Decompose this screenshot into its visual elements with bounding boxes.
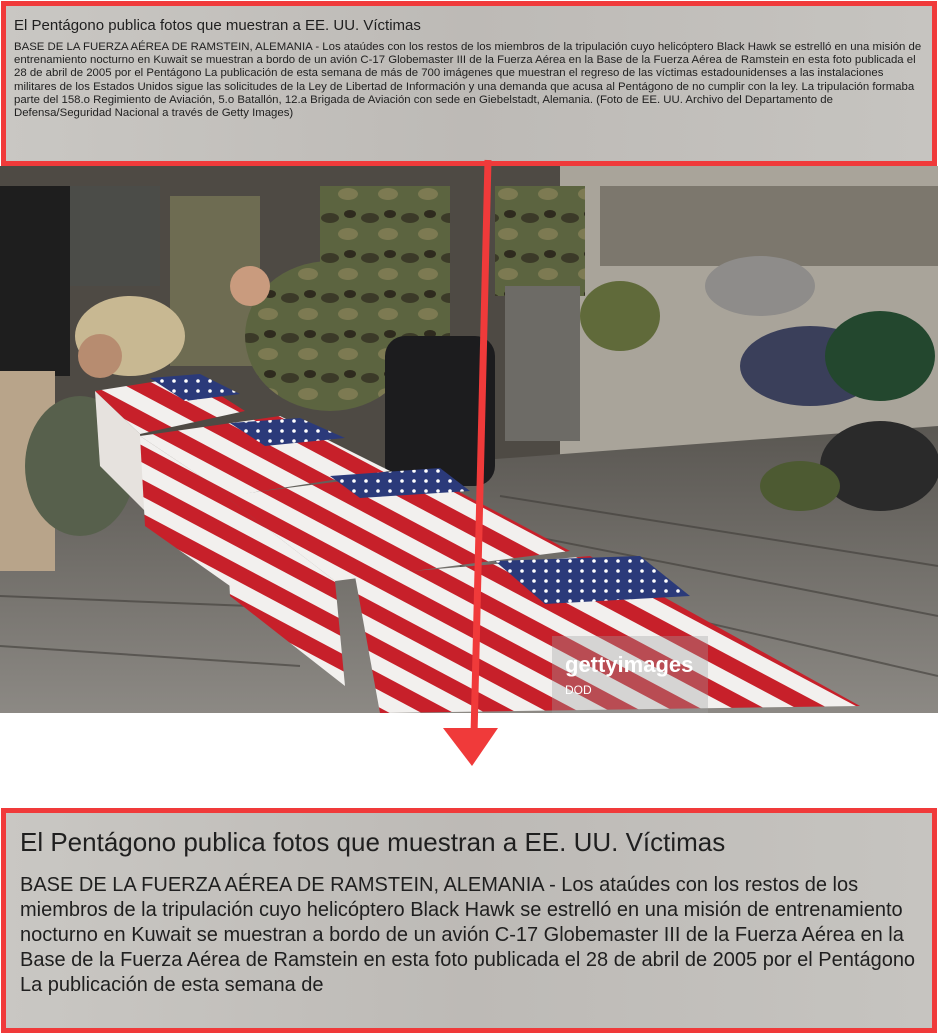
getty-watermark <box>552 636 708 713</box>
watermark-credit: DOD <box>565 683 592 697</box>
caption-title-zoomed: El Pentágono publica fotos que muestran a EE. UU. Víctimas <box>20 827 726 857</box>
caption-body-zoomed: BASE DE LA FUERZA AÉREA DE RAMSTEIN, ALEMANIA - Los ataúdes con los restos de los miembros de la tripulación cuyo helicóptero Black Hawk se estrelló en una misión de entrenamiento nocturno en Kuwait se muestran a bordo de un avión C-17 Globemaster III de la Fuerza Aérea en la Base de la Fuerza Aérea de Ramstein en esta foto publicada el 28 de abril de 2005 por el Pentágono La publicación de esta semana de <box>20 874 916 996</box>
caption-box-bottom <box>1 808 937 1033</box>
news-photo <box>0 166 938 713</box>
caption-box-top <box>1 1 937 166</box>
caption-title: El Pentágono publica fotos que muestran a EE. UU. Víctimas <box>14 17 421 34</box>
caption-body: BASE DE LA FUERZA AÉREA DE RAMSTEIN, ALEMANIA - Los ataúdes con los restos de los miembros de la tripulación cuyo helicóptero Black Hawk se estrelló en una misión de entrenamiento nocturno en Kuwait se muestran a bordo de un avión C-17 Globemaster III de la Fuerza Aérea en la Base de la Fuerza Aérea de Ramstein en esta foto publicada el 28 de abril de 2005 por el Pentágono La publicación de esta semana de más de 700 imágenes que muestran el regreso de las víctimas estadounidenses a las instalaciones militares de los Estados Unidos sigue las solicitudes de la Ley de Libertad de Información y una demanda que acusa al Pentágono de no cumplir con la ley. La tripulación formaba parte del 158.o Regimiento de Aviación, 5.o Batallón, 12.a Brigada de Aviación con sede en Giebelstadt, Alemania. (Foto de EE. UU. Archivo del Departamento de Defensa/Seguridad Nacional a través de Getty Images) <box>14 41 922 120</box>
watermark-brand: gettyimages <box>565 652 694 677</box>
